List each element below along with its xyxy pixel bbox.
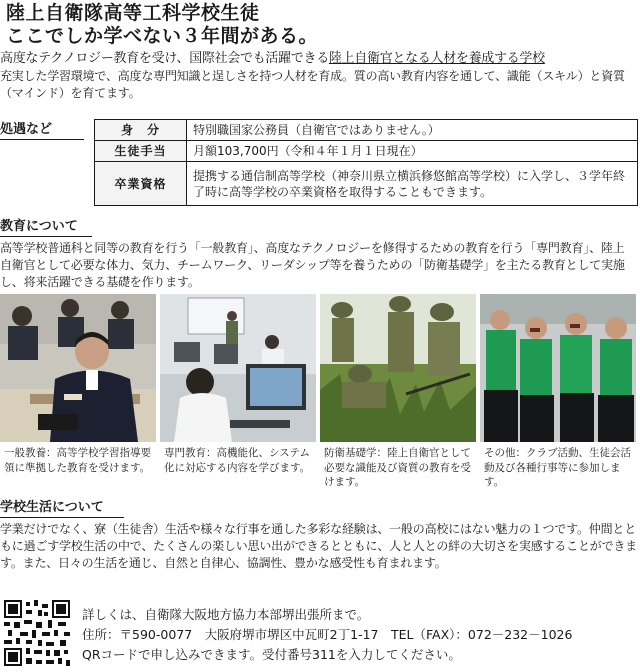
photo-specialized-education [160,294,316,442]
education-text: 高等学校普通科と同等の教育を行う「一般教育」、高度なテクノロジーを修得するための教育を行う「専門教育」、陸上自衛官として必要な体力、気力、チームワーク、リーダシップ等を養うための「防衛基礎学」を主たる教育として実施し、将来活躍できる基礎を作ります。 [0,241,625,289]
caption-specialized-education: 専門教育：高機能化、システム化に対応する内容を学びます。 [164,447,311,474]
table-row [95,141,638,162]
subheadline-text: 高度なテクノロジー教育を受け、国際社会でも活躍できる [0,51,329,66]
photo-defense-training [320,294,476,442]
headline-line-2: ここでしか学べない３年間がある。 [6,25,319,47]
table-value: 提携する通信制高等学校（神奈川県立横浜修悠館高等学校）に入学し、３学年終了時に高等学校の卒業資格を取得することもできます。 [187,162,638,206]
table-key: 生徒手当 [95,141,187,162]
section-title-treatment: 処遇など [0,122,53,137]
caption-general-education: 一般教養：高等学校学習指導要領に準拠した教育を受けます。 [4,447,151,474]
table-key: 卒業資格 [95,162,187,206]
headline-line-1: 陸上自衛隊高等工科学校生徒 [6,2,260,24]
section-rule [0,236,92,237]
subheadline [0,50,640,67]
section-rule [0,139,84,140]
section-title-education: 教育について [0,219,78,234]
contact-address: 住所：〒590-0077 大阪府堺市堺区中瓦町2丁1-17 TEL（FAX）：072－232－1026 [82,627,573,642]
table-value: 月額103,700円（令和４年１月１日現在） [187,141,638,162]
intro-text: 充実した学習環境で、高度な専門知識と逞しさを持つ人材を育成。質の高い教育内容を通して、識能（スキル）と資質（マインド）を育てます。 [0,69,625,100]
qr-code-icon[interactable] [4,600,70,666]
table-row [95,120,638,141]
contact-line-1: 詳しくは、自衛隊大阪地方協力本部堺出張所まで。 [82,607,370,622]
section-rule [0,517,124,518]
contact-info [82,605,572,665]
section-title-school-life: 学校生活について [0,500,104,515]
caption-club-activities: その他：クラブ活動、生徒会活動及び各種行事等に参加します。 [484,447,631,488]
photo-general-education [0,294,156,442]
table-row [95,162,638,206]
subheadline-underlined: 陸上自衛官となる人材を養成する学校 [328,51,545,66]
table-value: 特別職国家公務員（自衛官ではありません。） [187,120,638,141]
contact-qr-note: QRコードで申し込みできます。受付番号311を入力してください。 [82,647,461,662]
caption-defense-training: 防衛基礎学：陸上自衛官として必要な識能及び資質の教育を受けます。 [324,447,471,488]
headline [6,2,634,48]
school-life-text: 学業だけでなく、寮（生徒舎）生活や様々な行事を通した多彩な経験は、一般の高校にはない魅力の１つです。仲間とともに過ごす学校生活の中で、たくさんの楽しい思い出ができるとともに、人と人との絆の大切さを実感することができます。また、日々の生活を通じ、自然と自律心、協調性、豊かな感受性も育まれます。 [0,522,637,570]
photo-club-activities [480,294,636,442]
treatment-table [94,119,638,206]
table-key: 身 分 [95,120,187,141]
